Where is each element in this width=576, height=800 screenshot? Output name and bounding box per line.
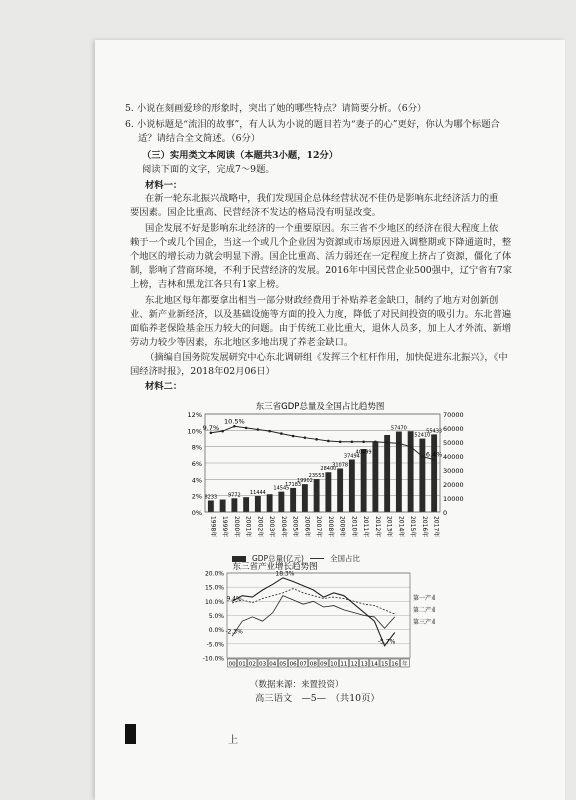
series-line-2 (232, 578, 395, 646)
x-tick-label: 14 (370, 661, 378, 668)
y-tick-label: 10.0% (204, 598, 224, 606)
y-right-tick-label: 70000 (443, 411, 464, 419)
series-legend-label: 第二产业 (413, 607, 435, 614)
gdp-chart-title: 东三省GDP总量及全国占比趋势图 (255, 402, 385, 412)
gdp-data-label: 57470 (390, 425, 407, 432)
series-data-label: -5.7% (377, 638, 396, 646)
x-tick-label: 2002年 (256, 516, 264, 538)
gdp-bar (314, 479, 320, 512)
gdp-bar (431, 434, 437, 512)
series-legend-label: 第一产业 (413, 595, 435, 602)
y-right-tick-label: 30000 (443, 467, 464, 475)
x-tick-label: 2004年 (279, 516, 287, 538)
material1-p1-line1: 在新一轮东北振兴战略中，我们发现国企总体经营状况不佳仍是影响东北经济活力的重 (145, 193, 499, 204)
x-tick-label: 2010年 (350, 516, 358, 538)
material1-p3-line4: 劳动力较少等因素，东北地区多地出现了养老金缺口。 (130, 337, 354, 348)
gdp-bar (290, 488, 296, 512)
x-tick-label: 16 (391, 661, 399, 668)
gdp-bar (302, 484, 308, 512)
y-tick-label: 5.0% (208, 613, 224, 620)
x-tick-label: 2016年 (420, 516, 428, 538)
gdp-data-label: 23553 (308, 473, 325, 480)
gdp-data-label: 17183 (285, 481, 302, 488)
gdp-bar (278, 492, 284, 512)
share-point (221, 430, 224, 433)
y-tick-label: 15.0% (204, 584, 224, 592)
x-tick-label: 2000年 (232, 516, 240, 538)
y-tick-label: 20.0% (204, 570, 224, 578)
gdp-data-label: 31078 (332, 462, 349, 469)
question-6-line2: 适？请结合全文简述。（6分） (138, 133, 261, 144)
y-left-tick-label: 0% (191, 509, 202, 517)
gdp-data-label: 37494 (343, 453, 360, 460)
material1-p1-line2: 要因素。国企比重高、民营经济不发达的格局没有明显改变。 (130, 207, 382, 218)
gdp-bar (349, 460, 355, 512)
industry-chart-title: 东三省产业增长趋势图 (232, 562, 318, 572)
gdp-bar (361, 449, 367, 512)
x-tick-label: 2011年 (362, 516, 370, 538)
y-left-tick-label: 10% (187, 427, 202, 436)
gdp-data-label: 8233 (204, 494, 218, 501)
y-right-tick-label: 20000 (443, 481, 464, 489)
x-tick-label: 2003年 (268, 516, 276, 538)
y-tick-label: -5.0% (206, 641, 224, 649)
x-tick-label: 1998年 (209, 516, 217, 538)
section-title: （三）实用类文本阅读（本题共3小题，12分） (142, 150, 339, 161)
gdp-data-label: 55433 (426, 428, 443, 435)
x-tick-label: 02 (248, 661, 256, 668)
x-tick-label: 03 (259, 661, 267, 668)
share-point (210, 431, 213, 434)
x-tick-label: 2007年 (315, 516, 323, 538)
gdp-bar (325, 472, 331, 512)
x-tick-label: 2014年 (397, 516, 405, 538)
share-point (386, 441, 389, 444)
material1-source-line2: 国经济时报》，2018年02月06日） (130, 366, 275, 377)
x-tick-label: 2013年 (385, 516, 393, 538)
share-point (362, 440, 365, 443)
x-tick-label: 09 (320, 661, 328, 668)
industry-chart (195, 562, 435, 677)
share-point (409, 445, 412, 448)
gdp-data-label: 28400 (320, 466, 337, 473)
x-tick-label: 2017年 (432, 516, 440, 538)
share-data-label: 9.7% (202, 423, 220, 432)
series-data-label: 18.3% (275, 570, 295, 578)
material1-p3-line2: 业、新产业新经济，以及基础设施等方面的投入力度，降低了对民间投资的吸引力。东北普遍 (130, 309, 512, 320)
share-point (351, 440, 354, 443)
question-5: 5. 小说在刻画爱珍的形象时，突出了她的哪些特点？请简要分析。（6分） (125, 103, 427, 114)
share-point (339, 440, 342, 443)
gdp-data-label: 40499 (355, 449, 372, 456)
share-point (268, 430, 271, 433)
y-left-tick-label: 12% (187, 411, 202, 419)
x-tick-label: 04 (269, 661, 277, 668)
share-point (398, 442, 401, 445)
y-tick-label: 0.0% (208, 627, 224, 635)
material1-label: 材料一： (145, 180, 183, 191)
share-point (421, 455, 424, 458)
material1-p2-line3: 个地区的增长动力就会明显下滑。国企比重高、活力弱还在一定程度上挤占了资源，僵化了体 (130, 251, 512, 262)
chart-source: （数据来源：来置投资） (250, 680, 344, 690)
share-point (292, 435, 295, 438)
share-point (280, 432, 283, 435)
material1-p3-line1: 东北地区每年都要拿出相当一部分财政经费用于补贴养老金缺口，制约了地方对创新创 (145, 295, 499, 306)
y-left-tick-label: 4% (191, 476, 202, 485)
share-point (315, 438, 318, 441)
gdp-chart (175, 400, 495, 550)
gdp-bar (220, 500, 226, 512)
page-footer: 高三语文 —5— （共10页） (255, 693, 380, 704)
gdp-data-label: 11444 (249, 489, 266, 496)
y-left-tick-label: 6% (191, 460, 202, 468)
share-point (374, 440, 377, 443)
x-tick-label: 15 (381, 661, 389, 668)
gdp-bar (337, 468, 343, 512)
x-tick-label: 10 (330, 661, 338, 668)
scan-mark (125, 724, 136, 744)
y-right-tick-label: 10000 (443, 495, 464, 503)
stamp-mark: 上 (228, 735, 238, 746)
gdp-data-label: 52410 (414, 432, 431, 439)
gdp-data-label: 19902 (296, 478, 313, 485)
share-data-label: 6.4% (425, 450, 443, 459)
material1-p2-line1: 国企发展不好是影响东北经济的一个重要原因。东三省不少地区的经济在很大程度上依 (145, 223, 499, 234)
y-right-tick-label: 40000 (443, 453, 464, 461)
material1-p2-line5: 上榜，吉林和黑龙江各只有1家上榜。 (130, 279, 285, 290)
legend-share: 全国占比 (329, 554, 360, 563)
gdp-bar (384, 435, 390, 512)
share-point (433, 458, 436, 461)
legend-gdp: GDP总量(亿元) (252, 554, 304, 563)
x-tick-label: 2005年 (291, 516, 299, 538)
y-right-tick-label: 50000 (443, 439, 464, 447)
material1-p2-line4: 制，影响了营商环境，不利于民营经济的发展。2016年中国民营企业500强中，辽宁省有7家 (130, 265, 513, 276)
question-6-line1: 6. 小说标题是“流泪的故事”，有人认为小说的题目若为“妻子的心”更好，你认为哪个标题合 (125, 119, 500, 130)
share-point (304, 436, 307, 439)
share-point (233, 425, 236, 428)
series-legend-label: 第三产业 (413, 619, 435, 626)
material1-source-line1: （摘编自国务院发展研究中心东北调研组《发挥三个杠杆作用，加快促进东北振兴》，《中 (145, 352, 508, 363)
x-tick-label: 12 (350, 661, 358, 668)
x-tick-label: 00 (228, 661, 236, 668)
x-tick-label: 2001年 (244, 516, 252, 538)
y-right-tick-label: 60000 (443, 425, 464, 433)
x-tick-label: 2012年 (373, 516, 381, 538)
gdp-bar (372, 441, 378, 512)
y-left-tick-label: 8% (191, 443, 202, 452)
x-tick-label: 06 (289, 661, 297, 668)
material2-label: 材料二： (145, 381, 183, 392)
share-point (257, 428, 260, 431)
gdp-bar (408, 431, 414, 512)
gdp-bar (419, 439, 425, 512)
gdp-data-label: 14545 (273, 485, 290, 492)
legend-bar-swatch (232, 556, 246, 562)
gdp-data-label: 9772 (228, 492, 241, 499)
legend-line-swatch (310, 558, 324, 559)
material1-p2-line2: 赖于一个或几个国企，当这一个或几个企业因为资源或市场原因进入调整期或下降通道时，整 (130, 237, 512, 248)
x-tick-label: 01 (238, 661, 246, 668)
x-tick-label: 08 (309, 661, 317, 668)
y-right-tick-label: 0 (443, 509, 448, 517)
series-data-label: -2.3% (225, 628, 243, 636)
gdp-bar (267, 494, 273, 512)
x-tick-label: 2009年 (338, 516, 346, 538)
x-tick-label: 05 (279, 661, 287, 668)
x-tick-label: 11 (340, 661, 348, 668)
share-data-label: 10.5% (224, 417, 245, 426)
y-tick-label: -10.0% (202, 655, 224, 663)
x-tick-label: 1999年 (221, 516, 229, 538)
x-tick-label: 2006年 (303, 516, 311, 538)
series-line-1 (232, 596, 395, 637)
x-tick-label: 13 (360, 661, 368, 668)
gdp-bar (208, 500, 214, 512)
x-tick-label: 07 (299, 661, 307, 668)
x-tick-label: 2015年 (409, 516, 417, 538)
material1-p3-line3: 面临养老保险基金压力较大的问题。由于传统工业比重大，退休人员多，加上人才外流、新增 (130, 323, 512, 334)
x-tick-label: 2008年 (326, 516, 334, 538)
share-point (327, 440, 330, 443)
gdp-bar (243, 497, 249, 512)
y-left-tick-label: 2% (191, 492, 202, 501)
series-data-label: 9.4% (226, 595, 242, 603)
gdp-bar (255, 496, 261, 512)
section-instruction: 阅读下面的文字，完成7～9题。 (142, 164, 275, 175)
share-point (245, 427, 248, 430)
x-tick-label: 年 (402, 661, 408, 668)
gdp-bar (231, 498, 237, 512)
